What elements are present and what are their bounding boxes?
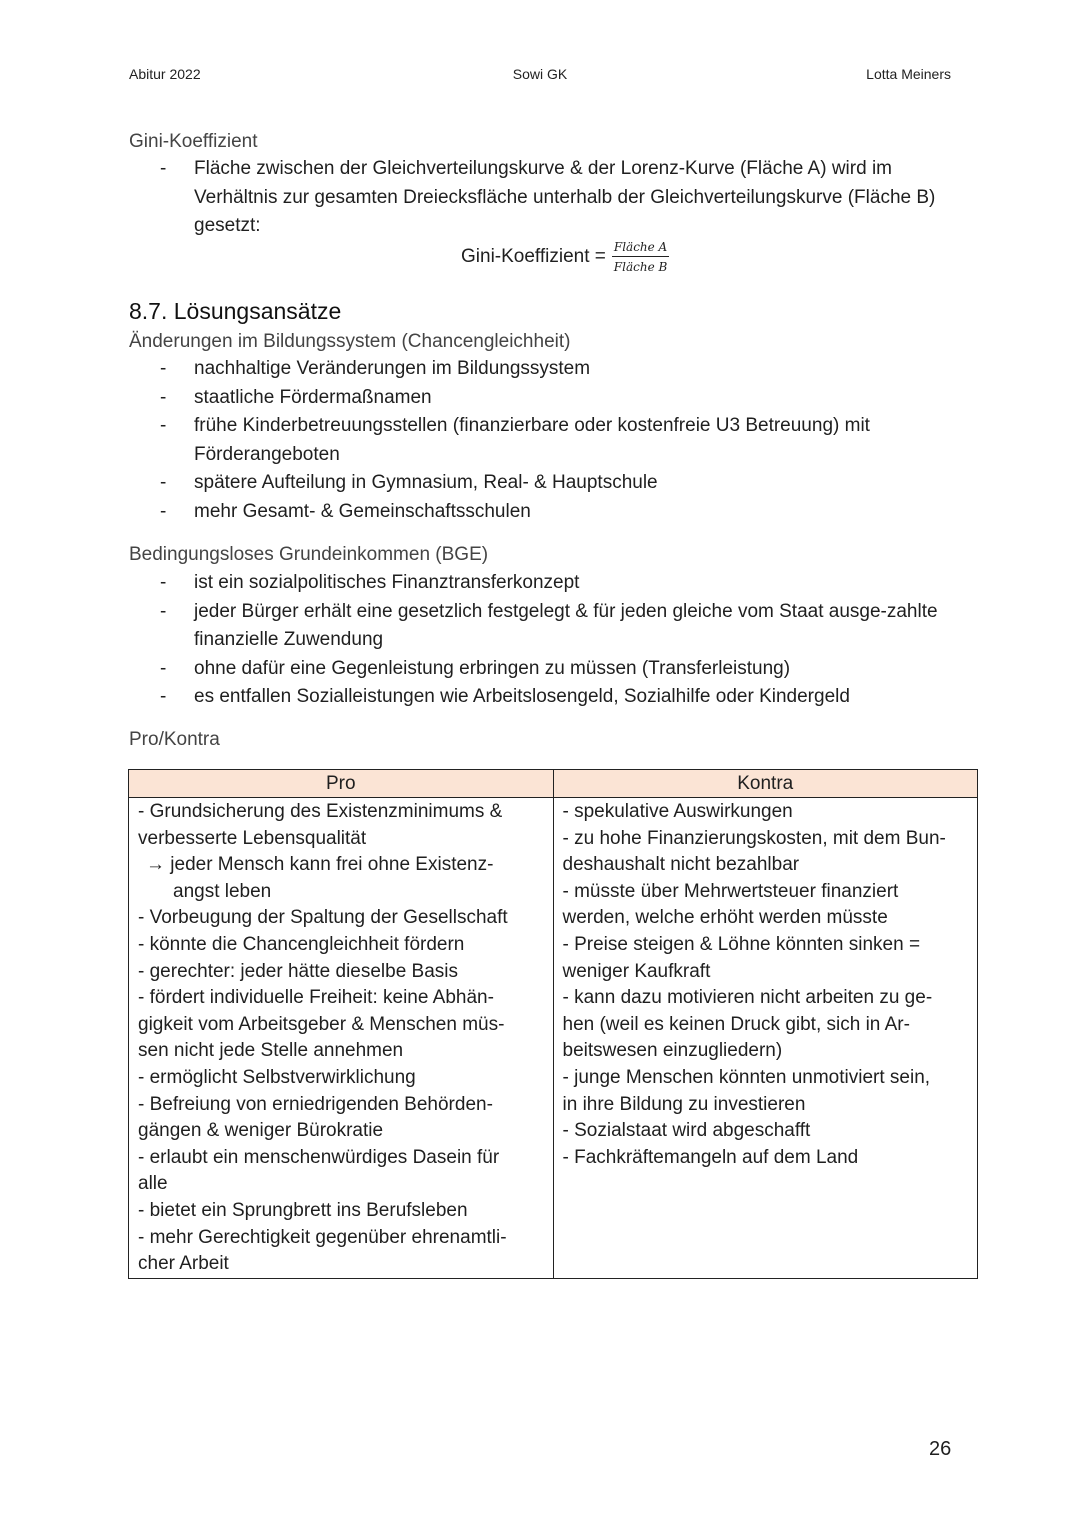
pro-line: - Grundsicherung des Existenzminimums & bbox=[138, 801, 503, 822]
list-item: - mehr Gesamt- & Gemeinschaftsschulen bbox=[160, 498, 950, 527]
kontra-line: in ihre Bildung zu investieren bbox=[562, 1093, 806, 1115]
kontra-header: Kontra bbox=[553, 770, 978, 798]
prokontra-title: Pro/Kontra bbox=[129, 729, 220, 750]
kontra-line: - Preise steigen & Löhne könnten sinken = bbox=[562, 933, 921, 955]
list-item: - jeder Bürger erhält eine gesetzlich festgelegt & für jeden gleiche vom Staat ausge-zahlte finanzielle Zuwendung bbox=[160, 598, 950, 655]
pro-header: Pro bbox=[129, 770, 554, 798]
pro-line: - mehr Gerechtigkeit gegenüber ehrenamtli- bbox=[138, 1226, 507, 1248]
pro-line: angst leben bbox=[173, 880, 272, 902]
pro-line: alle bbox=[138, 1173, 168, 1195]
section-heading: 8.7. Lösungsansätze bbox=[129, 298, 342, 324]
pro-cell bbox=[129, 798, 554, 1279]
list-item: - ohne dafür eine Gegenleistung erbringen zu müssen (Transferleistung) bbox=[160, 655, 950, 684]
list-item: - ist ein sozialpolitisches Finanztransferkonzept bbox=[160, 569, 950, 598]
pro-line: gängen & weniger Bürokratie bbox=[138, 1120, 384, 1142]
kontra-line: beitswesen einzugliedern) bbox=[562, 1040, 783, 1062]
pro-line: verbesserte Lebensqualität bbox=[138, 827, 367, 849]
kontra-line: hen (weil es keinen Druck gibt, sich in Ar- bbox=[562, 1013, 910, 1035]
header-left: Abitur 2022 bbox=[129, 66, 201, 82]
pro-line: sen nicht jede Stelle annehmen bbox=[138, 1040, 404, 1062]
pro-line: - gerechter: jeder hätte dieselbe Basis bbox=[138, 960, 459, 982]
formula-numerator: Fläche A bbox=[612, 240, 669, 257]
list-item: - staatliche Fördermaßnamen bbox=[160, 384, 950, 413]
header-right: Lotta Meiners bbox=[866, 66, 951, 82]
kontra-line: weniger Kaufkraft bbox=[562, 960, 711, 982]
kontra-line: - müsste über Mehrwertsteuer finanziert bbox=[562, 880, 899, 902]
list-item: - frühe Kinderbetreuungsstellen (finanzierbare oder kostenfreie U3 Betreuung) mit Förderangeboten bbox=[160, 412, 950, 469]
kontra-line: - Fachkräftemangeln auf dem Land bbox=[562, 1146, 859, 1168]
list-item: - spätere Aufteilung in Gymnasium, Real- & Hauptschule bbox=[160, 469, 950, 498]
table-header-row bbox=[129, 770, 978, 798]
pro-line: - ermöglicht Selbstverwirklichung bbox=[138, 1066, 416, 1088]
table-row bbox=[129, 798, 978, 1279]
pro-line: - könnte die Chancengleichheit fördern bbox=[138, 933, 465, 955]
formula-fraction bbox=[612, 240, 669, 274]
list-item: - nachhaltige Veränderungen im Bildungssystem bbox=[160, 355, 950, 384]
header-center: Sowi GK bbox=[512, 66, 568, 82]
bge-title: Bedingungsloses Grundeinkommen (BGE) bbox=[129, 544, 489, 565]
kontra-line: - kann dazu motivieren nicht arbeiten zu ge- bbox=[562, 987, 933, 1009]
kontra-cell bbox=[553, 798, 978, 1279]
kontra-line: - Sozialstaat wird abgeschafft bbox=[562, 1120, 811, 1142]
pro-line: - Vorbeugung der Spaltung der Gesellschaft bbox=[138, 907, 508, 929]
kontra-line: - zu hohe Finanzierungskosten, mit dem Bun- bbox=[562, 827, 946, 849]
pro-line: - Befreiung von erniedrigenden Behörden- bbox=[138, 1093, 493, 1115]
formula-denominator: Fläche B bbox=[613, 260, 668, 274]
kontra-line: - spekulative Auswirkungen bbox=[562, 801, 793, 822]
kontra-line: deshaushalt nicht bezahlbar bbox=[562, 854, 800, 876]
pro-line: - fördert individuelle Freiheit: keine Abhän- bbox=[138, 987, 494, 1009]
page-number: 26 bbox=[929, 1438, 952, 1460]
kontra-line: werden, welche erhöht werden müsste bbox=[562, 907, 888, 929]
list-item: - Fläche zwischen der Gleichverteilungskurve & der Lorenz-Kurve (Fläche A) wird im Verhältnis zur gesamten Dreiecksfläche unterhalb der Gleichverteilungskurve (Fläche B) gesetzt: bbox=[160, 155, 950, 241]
pro-line: → jeder Mensch kann frei ohne Existenz- bbox=[146, 854, 494, 876]
pro-line: gigkeit vom Arbeitsgeber & Menschen müs- bbox=[138, 1013, 505, 1035]
bge-list bbox=[160, 569, 950, 712]
bildung-title: Änderungen im Bildungssystem (Chancengleichheit) bbox=[129, 331, 571, 352]
gini-list bbox=[160, 155, 950, 241]
pro-kontra-table bbox=[128, 769, 978, 1279]
pro-line: - bietet ein Sprungbrett ins Berufsleben bbox=[138, 1199, 468, 1221]
gini-title: Gini-Koeffizient bbox=[129, 131, 258, 152]
pro-line: cher Arbeit bbox=[138, 1253, 229, 1275]
list-item: - es entfallen Sozialleistungen wie Arbeitslosengeld, Sozialhilfe oder Kindergeld bbox=[160, 683, 950, 712]
gini-formula bbox=[461, 240, 669, 274]
bildung-list bbox=[160, 355, 950, 527]
formula-label: Gini-Koeffizient = bbox=[461, 246, 606, 267]
kontra-line: - junge Menschen könnten unmotiviert sein, bbox=[562, 1066, 931, 1088]
pro-line: - erlaubt ein menschenwürdiges Dasein für bbox=[138, 1146, 500, 1168]
